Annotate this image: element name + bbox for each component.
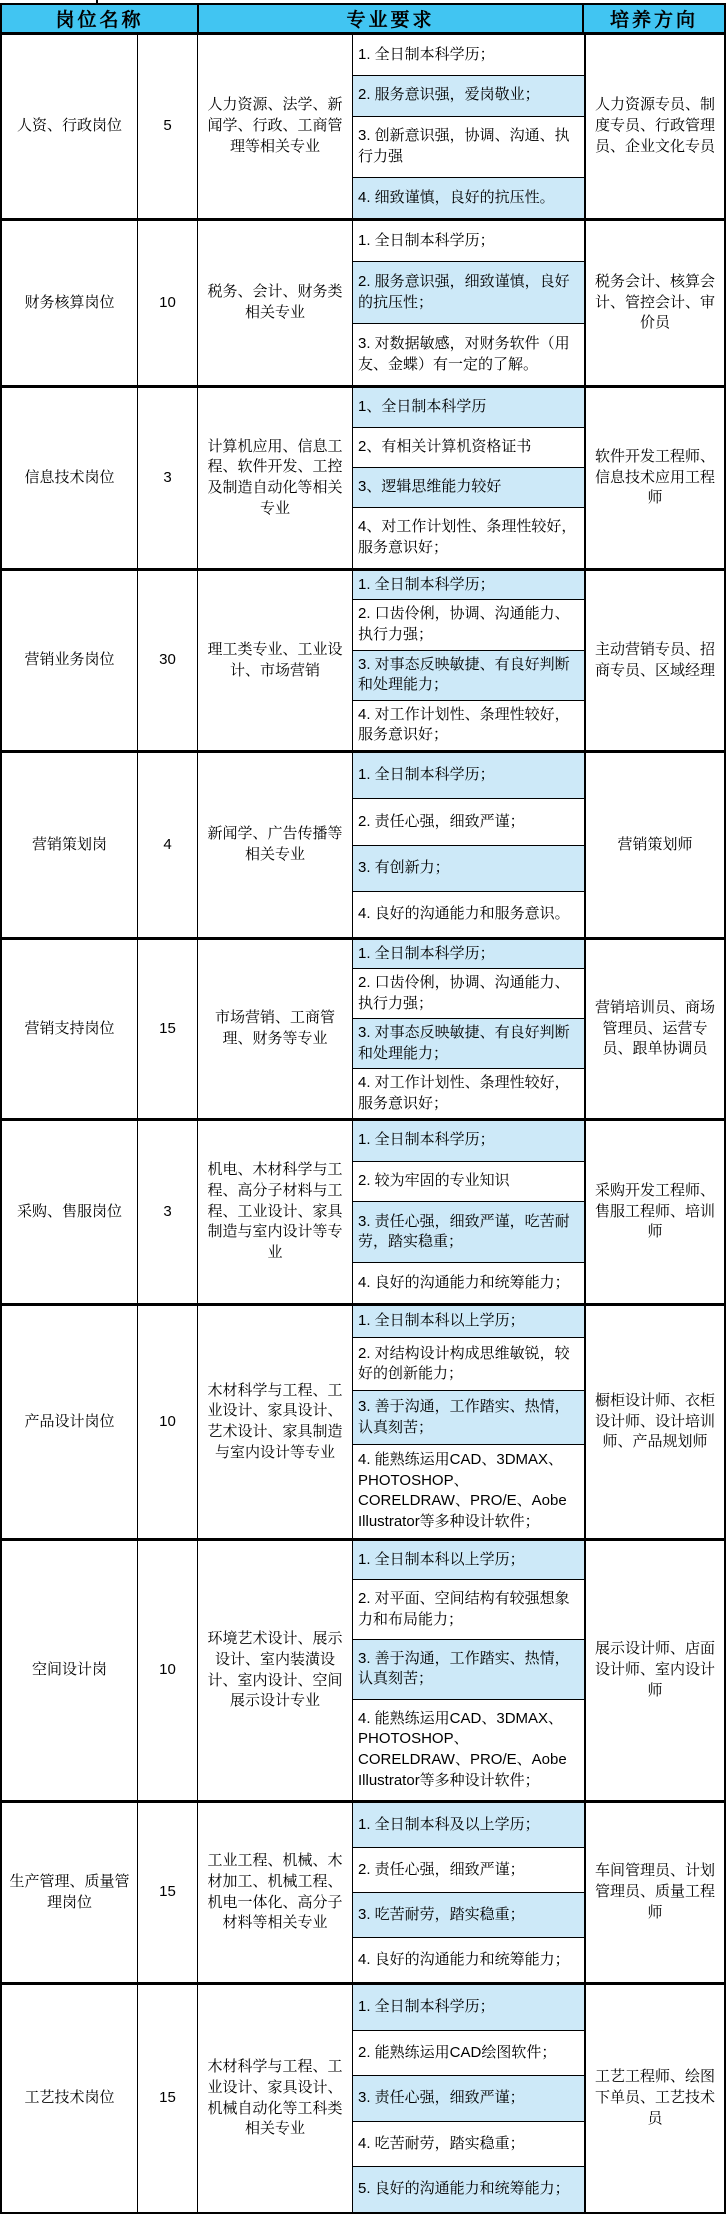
position-cell: 人资、行政岗位: [16, 117, 122, 135]
requirement-item: 4. 吃苦耐劳，踏实稳重；: [353, 2121, 584, 2167]
requirement-item: 3. 对事态反映敏捷、有良好判断和处理能力；: [353, 1018, 584, 1068]
requirement-item: 4. 对工作计划性、条理性较好，服务意识好；: [353, 700, 584, 750]
requirement-item: 4. 良好的沟通能力和服务意识。: [353, 891, 584, 937]
requirements-cell: [352, 753, 584, 937]
headcount-cell: 10: [137, 1541, 197, 1800]
requirement-item: 4. 对工作计划性、条理性较好，服务意识好；: [353, 1068, 584, 1118]
training-cell: 采购开发工程师、售服工程师、培训师: [584, 1121, 724, 1303]
headcount-cell: 15: [137, 1803, 197, 1982]
requirement-item: 1. 全日制本科学历；: [353, 1985, 584, 2030]
headcount-cell: 5: [137, 35, 197, 218]
majors-cell: 木材科学与工程、工业设计、家具设计、艺术设计、家具制造与室内设计等专业: [197, 1306, 352, 1538]
requirement-item: 1、全日制本科学历: [353, 388, 584, 427]
requirement-item: 4. 良好的沟通能力和统筹能力；: [353, 1937, 584, 1982]
training-cell: 展示设计师、店面设计师、室内设计师: [584, 1541, 724, 1800]
requirement-item: 1. 全日制本科学历；: [353, 571, 584, 599]
requirements-cell: [352, 1803, 584, 1982]
requirements-cell: [352, 571, 584, 750]
majors-cell: 计算机应用、信息工程、软件开发、工控及制造自动化等相关专业: [197, 388, 352, 568]
requirements-cell: [352, 388, 584, 568]
requirements-cell: [352, 221, 584, 385]
requirement-item: 2. 能熟练运用CAD绘图软件；: [353, 2030, 584, 2076]
majors-cell: 工业工程、机械、木材加工、机械工程、机电一体化、高分子材料等相关专业: [197, 1803, 352, 1982]
headcount-cell: 3: [137, 1121, 197, 1303]
table-row: [2, 1303, 724, 1538]
requirement-item: 1. 全日制本科以上学历；: [353, 1306, 584, 1337]
requirement-item: 4. 细致谨慎，良好的抗压性。: [353, 177, 584, 218]
table-row: [2, 750, 724, 937]
requirements-cell: [352, 940, 584, 1118]
position-cell: 工艺技术岗位: [24, 2089, 115, 2107]
requirement-item: 3. 吃苦耐劳，踏实稳重；: [353, 1892, 584, 1937]
headcount-cell: 4: [137, 753, 197, 937]
position-cell: 产品设计岗位: [24, 1412, 115, 1430]
table-body: [2, 32, 724, 2212]
requirements-cell: [352, 1306, 584, 1538]
training-cell: 软件开发工程师、信息技术应用工程师: [584, 388, 724, 568]
training-cell: 橱柜设计师、衣柜设计师、设计培训师、产品规划师: [584, 1306, 724, 1538]
training-cell: 营销培训员、商场管理员、运营专员、跟单协调员: [584, 940, 724, 1118]
majors-cell: 新闻学、广告传播等相关专业: [197, 753, 352, 937]
training-cell: 营销策划师: [584, 753, 724, 937]
top-margin: [0, 0, 726, 3]
headcount-cell: 30: [137, 571, 197, 750]
position-cell: 生产管理、质量管理岗位: [9, 1872, 130, 1911]
requirement-item: 3. 善于沟通，工作踏实、热情，认真刻苦；: [353, 1639, 584, 1699]
table-row: [2, 1982, 724, 2212]
position-cell: 营销业务岗位: [24, 651, 115, 669]
requirement-item: 3. 对事态反映敏捷、有良好判断和处理能力；: [353, 650, 584, 700]
requirement-item: 2. 较为牢固的专业知识: [353, 1161, 584, 1202]
requirement-item: 3. 有创新力；: [353, 845, 584, 891]
requirement-item: 2. 口齿伶俐，协调、沟通能力、执行力强；: [353, 599, 584, 649]
requirement-item: 3、逻辑思维能力较好: [353, 467, 584, 507]
requirement-item: 5. 良好的沟通能力和统筹能力；: [353, 2166, 584, 2212]
position-cell: 营销支持岗位: [24, 1019, 115, 1037]
majors-cell: 人力资源、法学、新闻学、行政、工商管理等相关专业: [197, 35, 352, 218]
requirement-item: 1. 全日制本科学历；: [353, 753, 584, 798]
requirement-item: 3. 创新意识强，协调、沟通、执行力强: [353, 116, 584, 178]
table-row: [2, 568, 724, 750]
majors-cell: 税务、会计、财务类相关专业: [197, 221, 352, 385]
requirement-item: 3. 责任心强，细致严谨；: [353, 2075, 584, 2121]
requirements-cell: [352, 35, 584, 218]
requirement-item: 2. 责任心强，细致严谨；: [353, 1847, 584, 1892]
table-row: [2, 937, 724, 1118]
table-header-row: [2, 5, 724, 32]
recruitment-table: [0, 3, 726, 2214]
training-cell: 人力资源专员、制度专员、行政管理员、企业文化专员: [584, 35, 724, 218]
training-cell: 车间管理员、计划管理员、质量工程师: [584, 1803, 724, 1982]
headcount-cell: 3: [137, 388, 197, 568]
position-cell: 财务核算岗位: [24, 293, 115, 311]
requirement-item: 2. 对平面、空间结构有较强想象力和布局能力；: [353, 1579, 584, 1639]
header-training: 培养方向: [582, 5, 724, 32]
requirement-item: 4. 能熟练运用CAD、3DMAX、PHOTOSHOP、CORELDRAW、PRO/E、Aobe Illustrator等多种设计软件；: [353, 1444, 584, 1538]
table-row: [2, 1800, 724, 1982]
requirement-item: 1. 全日制本科及以上学历；: [353, 1803, 584, 1847]
training-cell: 税务会计、核算会计、管控会计、审价员: [584, 221, 724, 385]
table-row: [2, 218, 724, 385]
requirements-cell: [352, 1541, 584, 1800]
requirement-item: 3. 对数据敏感，对财务软件（用友、金蝶）有一定的了解。: [353, 323, 584, 385]
position-cell: 营销策划岗: [31, 835, 107, 853]
table-row: [2, 32, 724, 218]
requirement-item: 2. 服务意识强，爱岗敬业；: [353, 75, 584, 116]
training-cell: 工艺工程师、绘图下单员、工艺技术员: [584, 1985, 724, 2212]
headcount-cell: 10: [137, 1306, 197, 1538]
table-row: [2, 1118, 724, 1303]
majors-cell: 市场营销、工商管理、财务等专业: [197, 940, 352, 1118]
requirement-item: 2. 服务意识强，细致谨慎，良好的抗压性；: [353, 261, 584, 323]
headcount-cell: 10: [137, 221, 197, 385]
requirement-item: 1. 全日制本科学历；: [358, 45, 495, 63]
requirements-cell: [352, 1121, 584, 1303]
header-position: 岗位名称: [55, 10, 144, 31]
table-row: [2, 385, 724, 568]
requirement-item: 2、有相关计算机资格证书: [353, 427, 584, 467]
requirement-item: 4. 能熟练运用CAD、3DMAX、PHOTOSHOP、CORELDRAW、PRO/E、Aobe Illustrator等多种设计软件；: [353, 1699, 584, 1800]
requirements-cell: [352, 1985, 584, 2212]
header-requirements: 专业要求: [197, 5, 582, 32]
requirement-item: 1. 全日制本科以上学历；: [353, 1541, 584, 1579]
position-cell: 空间设计岗: [31, 1661, 107, 1679]
majors-cell: 机电、木材科学与工程、高分子材料与工程、工业设计、家具制造与室内设计等专业: [197, 1121, 352, 1303]
majors-cell: 环境艺术设计、展示设计、室内装潢设计、室内设计、空间展示设计专业: [197, 1541, 352, 1800]
requirement-item: 4、对工作计划性、条理性较好，服务意识好；: [353, 507, 584, 568]
requirement-item: 4. 良好的沟通能力和统筹能力；: [353, 1262, 584, 1303]
majors-cell: 理工类专业、工业设计、市场营销: [197, 571, 352, 750]
requirement-item: 1. 全日制本科学历；: [353, 940, 584, 968]
requirement-item: 3. 责任心强，细致严谨，吃苦耐劳，踏实稳重；: [353, 1201, 584, 1262]
requirement-item: 1. 全日制本科学历；: [353, 1121, 584, 1161]
headcount-cell: 15: [137, 1985, 197, 2212]
training-cell: 主动营销专员、招商专员、区域经理: [584, 571, 724, 750]
requirement-item: 1. 全日制本科学历；: [358, 231, 495, 249]
requirement-item: 3. 善于沟通，工作踏实、热情，认真刻苦；: [353, 1390, 584, 1443]
majors-cell: 木材科学与工程、工业设计、家具设计、机械自动化等工科类相关专业: [197, 1985, 352, 2212]
stray-gridline: [96, 0, 98, 3]
requirement-item: 2. 责任心强，细致严谨；: [353, 798, 584, 844]
headcount-cell: 15: [137, 940, 197, 1118]
position-cell: 信息技术岗位: [24, 468, 115, 486]
requirement-item: 2. 口齿伶俐，协调、沟通能力、执行力强；: [353, 968, 584, 1018]
table-row: [2, 1538, 724, 1800]
requirement-item: 2. 对结构设计构成思维敏锐，较好的创新能力；: [353, 1337, 584, 1390]
position-cell: 采购、售服岗位: [16, 1202, 122, 1220]
